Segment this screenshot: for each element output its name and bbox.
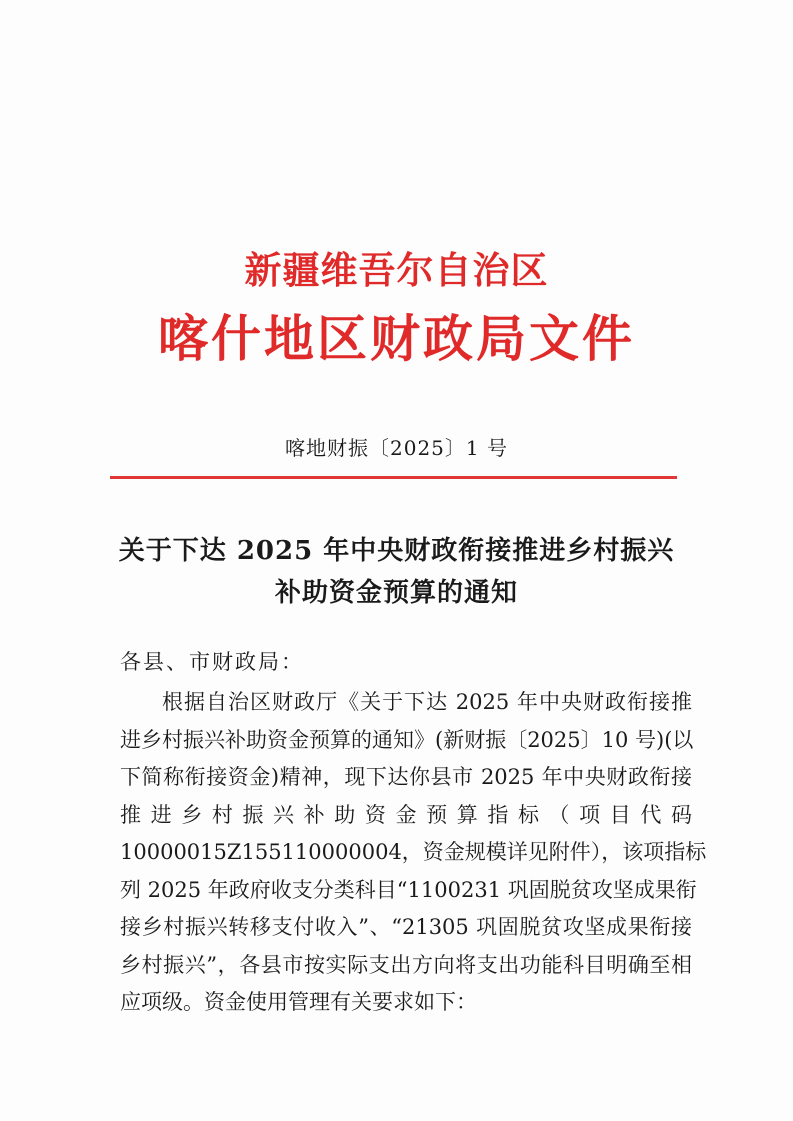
body-paragraph xyxy=(120,684,707,1022)
body-line: 推进乡村振兴补助资金预算指标（项目代码 xyxy=(120,802,692,827)
title-line: 关于下达 2025 年中央财政衔接推进乡村振兴 xyxy=(118,536,675,566)
body-line: 接乡村振兴转移支付收入”、“21305 巩固脱贫攻坚成果衔接 xyxy=(120,915,692,939)
salutation: 各县、市财政局： xyxy=(120,650,304,674)
issuer-region-heading: 新疆维吾尔自治区 xyxy=(244,248,549,292)
document-number: 喀地财振〔2025〕1 号 xyxy=(285,436,508,460)
body-line: 进乡村振兴补助资金预算的通知》(新财振〔2025〕10 号)(以 xyxy=(120,727,694,752)
title-line: 补助资金预算的通知 xyxy=(274,578,518,608)
body-line: 根据自治区财政厅《关于下达 2025 年中央财政衔接推 xyxy=(162,690,692,714)
body-line: 乡村振兴”，各县市按实际支出方向将支出功能科目明确至相 xyxy=(120,952,692,977)
body-line: 列 2025 年政府收支分类科目“1100231 巩固脱贫攻坚成果衔 xyxy=(120,877,697,902)
document-title xyxy=(0,530,793,614)
red-separator-rule xyxy=(110,476,677,479)
body-line: 10000015Z155110000004，资金规模详见附件），该项指标 xyxy=(120,840,707,864)
issuer-office-heading: 喀什地区财政局文件 xyxy=(158,309,635,368)
body-line: 下简称衔接资金)精神，现下达你县市 2025 年中央财政衔接 xyxy=(120,765,692,789)
body-line: 应项级。资金使用管理有关要求如下： xyxy=(120,990,477,1014)
